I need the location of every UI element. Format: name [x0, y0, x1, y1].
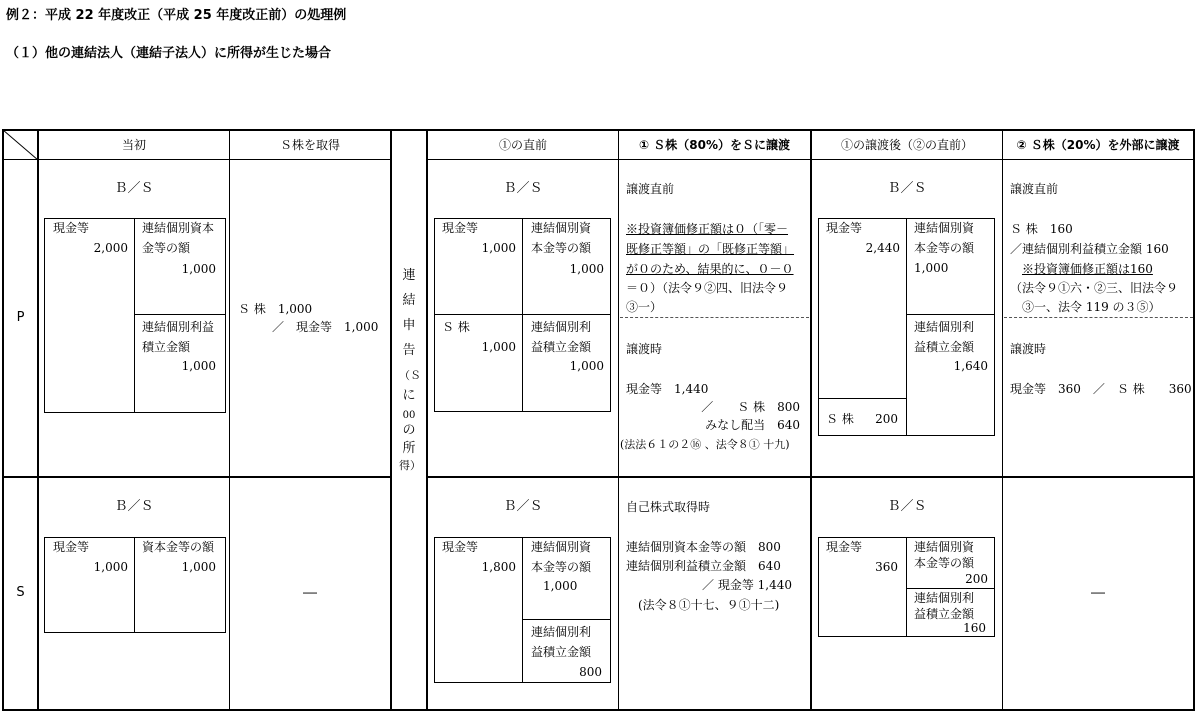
retained-earnings-amount: 1,000 — [181, 359, 216, 373]
capital-label: 本金等の額 — [531, 241, 592, 255]
note-line: ※投資簿価修正額は０（「零－ — [626, 222, 789, 236]
not-applicable-dash: ― — [303, 585, 317, 601]
journal-entry: ／連結個別利益積立金額 160 — [1010, 242, 1169, 256]
vertical-char: 得） — [399, 459, 421, 472]
capital-amount: 1,000 — [181, 262, 216, 276]
capital-label: 本金等の額 — [914, 241, 975, 255]
journal-entry: ／ 現金等 1,000 — [272, 320, 379, 334]
journal-entry: 連結個別資本金等の額 800 — [626, 540, 781, 554]
retained-earnings-label: 益積立金額 — [531, 340, 592, 354]
note-line: （法令９①六・②三、旧法令９ — [1010, 281, 1179, 295]
retained-earnings-label: 連結個別利 — [531, 320, 592, 334]
legal-reference: (法法６１の２⑯ 、法令８① 十九) — [620, 438, 790, 451]
cash-amount: 2,000 — [93, 241, 128, 255]
journal-entry: みなし配当 640 — [705, 418, 800, 432]
header-acquire: Ｓ株を取得 — [279, 138, 340, 152]
bs-heading: Ｂ／Ｓ — [114, 181, 154, 196]
retained-earnings-label: 連結個別利 — [914, 320, 975, 334]
section-subtitle: （１）他の連結法人（連結子法人）に所得が生じた場合 — [6, 46, 332, 61]
retained-earnings-label: 連結個別利 — [914, 591, 975, 605]
journal-entry: 現金等 1,440 — [626, 382, 709, 396]
journal-entry: Ｓ 株 160 — [1010, 222, 1073, 236]
retained-earnings-label: 連結個別利 — [531, 625, 592, 639]
bs-heading: Ｂ／Ｓ — [503, 181, 543, 196]
pre-transfer-heading: 譲渡直前 — [1010, 182, 1059, 196]
journal-entry: 連結個別利益積立金額 640 — [626, 559, 781, 573]
retained-earnings-label: 益積立金額 — [914, 607, 975, 621]
note-line: ③一） — [626, 300, 663, 314]
capital-label: 本金等の額 — [914, 556, 975, 570]
s-shares-label: Ｓ 株 — [442, 320, 470, 334]
retained-earnings-amount: 1,000 — [569, 359, 604, 373]
retained-earnings-label: 積立金額 — [142, 340, 191, 354]
page-title: 例２：平成 22 年度改正（平成 25 年度改正前）の処理例 — [6, 8, 347, 23]
capital-label: 連結個別資 — [914, 540, 975, 554]
note-line: ＝０）（法令９②四、旧法令９ — [626, 281, 789, 295]
vertical-char: 結 — [402, 293, 416, 308]
journal-entry: ／ Ｓ 株 800 — [701, 400, 800, 414]
cash-amount: 1,000 — [481, 241, 516, 255]
retained-earnings-amount: 160 — [963, 621, 986, 635]
s-shares-amount: 1,000 — [481, 340, 516, 354]
vertical-char: の — [402, 423, 416, 438]
pre-transfer-heading: 譲渡直前 — [626, 182, 675, 196]
vertical-char: 00 — [402, 410, 416, 421]
transfer-time-heading: 譲渡時 — [1010, 342, 1047, 356]
capital-amount: 1,000 — [543, 579, 578, 593]
row-label-s: S — [16, 585, 25, 600]
journal-entry: ／ 現金等 1,440 — [702, 578, 792, 592]
legal-reference: (法令８①十七、９①十二) — [638, 598, 780, 612]
retained-earnings-label: 連結個別利益 — [142, 320, 215, 334]
capital-amount: 1,000 — [569, 262, 604, 276]
retained-earnings-label: 益積立金額 — [914, 340, 975, 354]
cash-label: 現金等 — [826, 221, 863, 235]
retained-earnings-label: 益積立金額 — [531, 645, 592, 659]
vertical-char: （Ｓ — [399, 369, 421, 382]
cash-label: 現金等 — [53, 221, 90, 235]
cash-label: 現金等 — [53, 540, 90, 554]
cash-amount: 360 — [875, 560, 898, 574]
note-line: 既修正等額」の「既修正等額」 — [626, 242, 795, 256]
capital-amount: 1,000 — [181, 560, 216, 574]
journal-entry: 現金等 360 ／ Ｓ 株 360 — [1010, 382, 1192, 396]
bs-heading: Ｂ／Ｓ — [887, 499, 927, 514]
capital-label: 連結個別資 — [531, 221, 592, 235]
capital-label: 連結個別資 — [531, 540, 592, 554]
retained-earnings-amount: 800 — [579, 665, 602, 679]
header-after-transfer1: ①の譲渡後（②の直前） — [840, 138, 973, 152]
header-initial: 当初 — [121, 138, 146, 152]
vertical-char: 告 — [402, 343, 416, 358]
capital-label: 連結個別資本 — [142, 221, 215, 235]
journal-entry: Ｓ 株 1,000 — [238, 302, 313, 316]
s-shares-amount: 200 — [875, 412, 898, 426]
capital-amount: 200 — [965, 572, 988, 586]
bs-heading: Ｂ／Ｓ — [503, 499, 543, 514]
header-transfer-80: ① Ｓ株（80%）をＳに譲渡 — [638, 138, 791, 152]
capital-label: 連結個別資 — [914, 221, 975, 235]
cash-amount: 1,800 — [481, 560, 516, 574]
capital-label: 金等の額 — [142, 241, 191, 255]
corner-diagonal — [3, 130, 38, 160]
vertical-char: 所 — [402, 441, 416, 456]
capital-label: 本金等の額 — [531, 560, 592, 574]
cash-amount: 1,000 — [93, 560, 128, 574]
not-applicable-dash: ― — [1091, 585, 1105, 601]
header-transfer-20: ② Ｓ株（20%）を外部に譲渡 — [1016, 138, 1180, 152]
capital-amount: 1,000 — [914, 261, 949, 275]
treasury-stock-heading: 自己株式取得時 — [626, 500, 711, 514]
cash-label: 現金等 — [442, 540, 479, 554]
cash-amount: 2,440 — [865, 241, 900, 255]
vertical-char: 連 — [402, 268, 416, 283]
cash-label: 現金等 — [442, 221, 479, 235]
row-label-p: P — [16, 310, 25, 325]
vertical-char: に — [402, 388, 416, 403]
cash-label: 現金等 — [826, 540, 863, 554]
retained-earnings-amount: 1,640 — [953, 359, 988, 373]
bs-heading: Ｂ／Ｓ — [114, 499, 154, 514]
s-shares-label: Ｓ 株 — [826, 412, 854, 426]
note-line: ③一、法令 119 の３⑤） — [1022, 300, 1161, 314]
capital-label: 資本金等の額 — [142, 540, 215, 554]
note-line: ※投資簿価修正額は160 — [1022, 262, 1153, 276]
transfer-time-heading: 譲渡時 — [626, 342, 663, 356]
bs-heading: Ｂ／Ｓ — [887, 181, 927, 196]
vertical-char: 申 — [402, 318, 416, 333]
note-line: が０のため、結果的に、０－０ — [626, 262, 794, 276]
header-before-transfer1: ①の直前 — [498, 138, 547, 152]
